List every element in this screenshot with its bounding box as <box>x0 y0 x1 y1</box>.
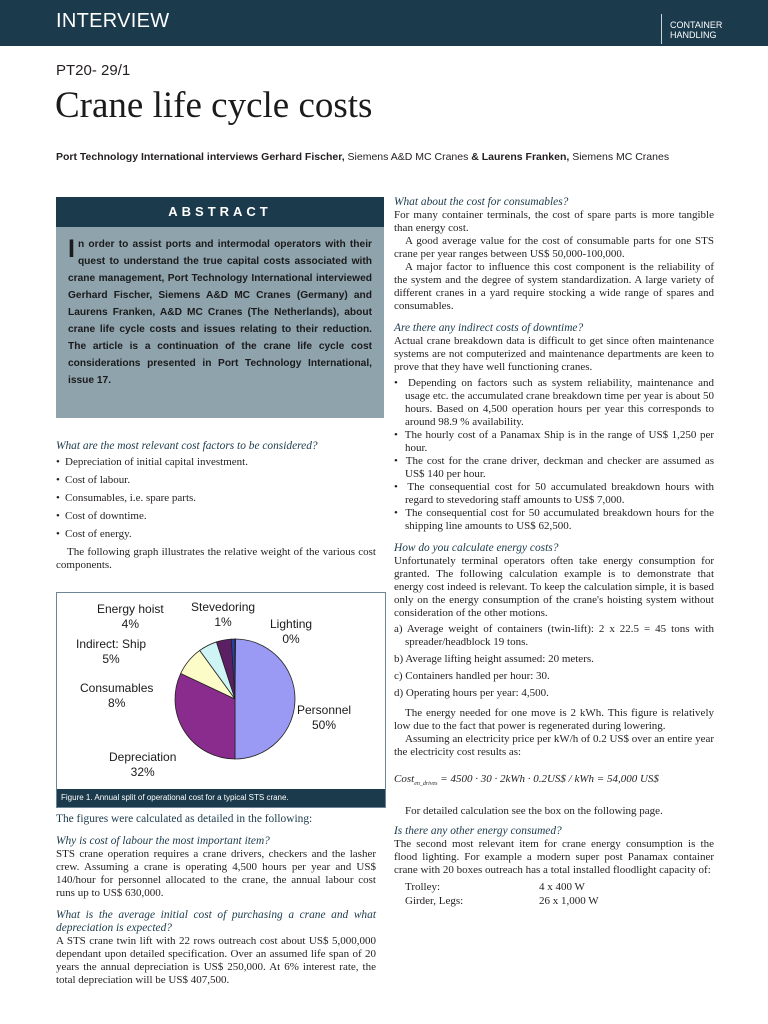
label-percent: 50% <box>312 718 337 732</box>
list-item-text: The cost for the crane driver, deckman and checker are assumed as US$ 140 per hour. <box>405 455 714 480</box>
byline <box>56 151 736 163</box>
byline-affiliation-2: Siemens MC Cranes <box>569 151 670 163</box>
list-item-text: The consequential cost for 50 accumulated breakdown hours with regard to stevedoring staff amounts to US$ 7,000. <box>405 481 714 506</box>
section-label: INTERVIEW <box>56 10 170 32</box>
abstract-body: n order to assist ports and intermodal operators with their quest to understand the true capital costs associated with crane management, Port Technology International interviewed Gerhard Fischer, Siemens A&D MC Cranes (Germany) and Laurens Franken, A&D MC Cranes (The Netherlands), about crane life cycle costs and issues relating to their reduction. The article is a continuation of the crane life cycle cost considerations presented in Port Technology International, issue 17. <box>68 239 372 386</box>
list-item: • Consumables, i.e. spare parts. <box>56 492 376 505</box>
list-item: d) Operating hours per year: 4,500. <box>394 687 549 699</box>
label-name: Depreciation <box>109 750 177 764</box>
drop-cap: I <box>68 235 75 263</box>
abstract-text <box>56 227 384 389</box>
label-consumables <box>80 681 153 711</box>
list-item-text: The consequential cost for 50 accumulated breakdown hours for the shipping line amounts to US$ 62,500. <box>405 507 715 532</box>
floodlight-row <box>394 880 714 894</box>
question-energy: How do you calculate energy costs? <box>394 542 559 554</box>
byline-second-author: & Laurens Franken, <box>471 151 570 163</box>
list-item: • The consequential cost for 50 accumulated breakdown hours with regard to stevedoring staff amounts to US$ 7,000. <box>394 481 714 506</box>
floodlight-value: 4 x 400 W <box>539 881 585 894</box>
header-bar <box>0 0 768 46</box>
question-cost-factors: What are the most relevant cost factors to be considered? <box>56 440 318 452</box>
floodlight-value: 26 x 1,000 W <box>539 895 599 908</box>
label-name: Indirect: Ship <box>76 637 147 651</box>
left-column-top <box>56 440 376 572</box>
label-lighting <box>270 617 312 647</box>
label-name: Personnel <box>297 703 352 717</box>
answer-depreciation: A STS crane twin lift with 22 rows outreach cost about US$ 5,000,000 dependant upon detailed specification. Over an assumed life span of 20 years the annual depreciation is US$ 250,000. At 6% interest rate, the total depreciation will be US$ 407,500. <box>56 935 376 986</box>
answer-consumables-3: A major factor to influence this cost component is the reliability of the system and the degree of system standardization. A large variety of different cranes in a yard require stocking a wide range of spares and consumables. <box>394 261 714 312</box>
answer-labour: STS crane operation requires a crane drivers, checkers and the lasher crew. Assuming a crane is operating 4,500 hours per year and US$ 140/hour for personnel allocated to the crane, the annual labour cost runs up to US$ 630,000. <box>56 848 376 899</box>
graph-intro: The following graph illustrates the relative weight of the various cost components. <box>56 546 376 571</box>
answer-energy: Unfortunately terminal operators often take energy consumption for granted. The following calculation example is to demonstrate that energy cost indeed is relevant. To keep the calculation simple, it is based only on the energy consumption of the crane's hoisting system without consideration of the other motions. <box>394 555 714 619</box>
right-column <box>394 196 714 908</box>
figures-note: The figures were calculated as detailed in the following: <box>56 813 313 825</box>
label-name: Consumables <box>80 681 154 695</box>
label-name: Stevedoring <box>191 600 256 614</box>
list-item: a) Average weight of containers (twin-lift): 2 x 22.5 = 45 tons with spreader/headblock 19 tons. <box>394 623 714 648</box>
label-percent: 4% <box>121 617 140 631</box>
answer-downtime: Actual crane breakdown data is difficult to get since often maintenance systems are not computerized and maintenance departments are keen to prove that they have well functioning cranes. <box>394 335 714 373</box>
floodlight-name: Girder, Legs: <box>405 895 464 908</box>
pie-slice-personnel <box>235 639 295 759</box>
label-name: Energy hoist <box>97 602 164 616</box>
list-item: • The cost for the crane driver, deckman and checker are assumed as US$ 140 per hour. <box>394 455 714 480</box>
figure-pie-chart <box>56 592 386 808</box>
formula-lhs: Cost <box>394 773 415 785</box>
energy-text-2: Assuming an electricity price per kW/h of 0.2 US$ over an entire year the electricity cost results as: <box>394 733 714 758</box>
label-percent: 1% <box>214 615 232 629</box>
list-item: • Cost of downtime. <box>56 510 376 523</box>
list-item: b) Average lifting height assumed: 20 meters. <box>394 653 594 665</box>
label-energy-hoist <box>97 602 164 632</box>
list-item-text: The hourly cost of a Panamax Ship is in the range of US$ 1,250 per hour. <box>404 429 715 454</box>
topic-label: CONTAINER HANDLING <box>670 20 723 40</box>
figure-caption: Figure 1. Annual split of operational cost for a typical STS crane. <box>57 789 385 807</box>
answer-other-energy: The second most relevant item for crane energy consumption is the flood lighting. For example a modern super post Panamax container crane with 20 boxes outreach has a total installed floodlight capacity of: <box>394 838 714 877</box>
byline-affiliation-1: Siemens A&D MC Cranes <box>344 151 472 163</box>
label-indirect-ship <box>76 637 146 667</box>
list-item: • Depreciation of initial capital investment. <box>56 456 376 469</box>
article-ref: PT20- 29/1 <box>56 62 131 79</box>
label-depreciation <box>109 750 176 780</box>
list-item: • The consequential cost for 50 accumulated breakdown hours for the shipping line amounts to US$ 62,500. <box>394 507 715 532</box>
question-consumables: What about the cost for consumables? <box>394 196 569 208</box>
page-title: Crane life cycle costs <box>55 85 373 126</box>
question-depreciation: What is the average initial cost of purchasing a crane and what depreciation is expected? <box>56 909 376 934</box>
list-item: • Depending on factors such as system reliability, maintenance and usage etc. the accumulated crane breakdown time per year is about 50 hours. Based on 4,500 operation hours per year this corresponds to around 98.9 % availability. <box>394 377 714 428</box>
label-personnel <box>297 703 351 733</box>
box-note: For detailed calculation see the box on the following page. <box>405 805 663 818</box>
answer-consumables-1: For many container terminals, the cost of spare parts is more tangible than energy cost. <box>394 209 714 234</box>
question-labour: Why is cost of labour the most important item? <box>56 835 270 847</box>
floodlight-name: Trolley: <box>405 881 441 894</box>
floodlight-row <box>394 894 714 908</box>
label-percent: 0% <box>282 632 300 646</box>
energy-formula <box>394 773 714 791</box>
abstract-box <box>56 197 384 418</box>
list-item: • Cost of labour. <box>56 474 376 487</box>
header-divider <box>661 14 662 44</box>
abstract-heading: ABSTRACT <box>56 197 384 227</box>
list-item-text: Depending on factors such as system reliability, maintenance and usage etc. the accumulated crane breakdown time per year is about 50 hours. Based on 4,500 operation hours per year this corresponds to around 98.9 % availability. <box>405 377 714 428</box>
byline-intro: Port Technology International interviews Gerhard Fischer, <box>56 151 345 163</box>
label-percent: 8% <box>108 696 126 710</box>
list-item: • Cost of energy. <box>56 528 376 541</box>
label-stevedoring <box>191 600 255 630</box>
label-percent: 32% <box>130 765 155 779</box>
left-column-bottom <box>56 813 376 987</box>
question-downtime: Are there any indirect costs of downtime? <box>394 322 584 334</box>
answer-consumables-2: A good average value for the cost of consumable parts for one STS crane per year ranges between US$ 50,000-100,000. <box>394 235 714 260</box>
energy-text-1: The energy needed for one move is 2 kWh. This figure is relatively low due to the fact that power is regenerated during lowering. <box>394 707 714 732</box>
formula-subscript: en_drives <box>414 781 438 788</box>
list-item: c) Containers handled per hour: 30. <box>394 670 550 682</box>
label-name: Lighting <box>270 617 313 631</box>
question-other-energy: Is there any other energy consumed? <box>394 825 562 838</box>
list-item: • The hourly cost of a Panamax Ship is in the range of US$ 1,250 per hour. <box>394 429 715 454</box>
formula-rhs: = 4500 · 30 · 2kWh · 0.2US$ / kWh = 54,000 US$ <box>437 773 659 785</box>
label-percent: 5% <box>102 652 120 666</box>
